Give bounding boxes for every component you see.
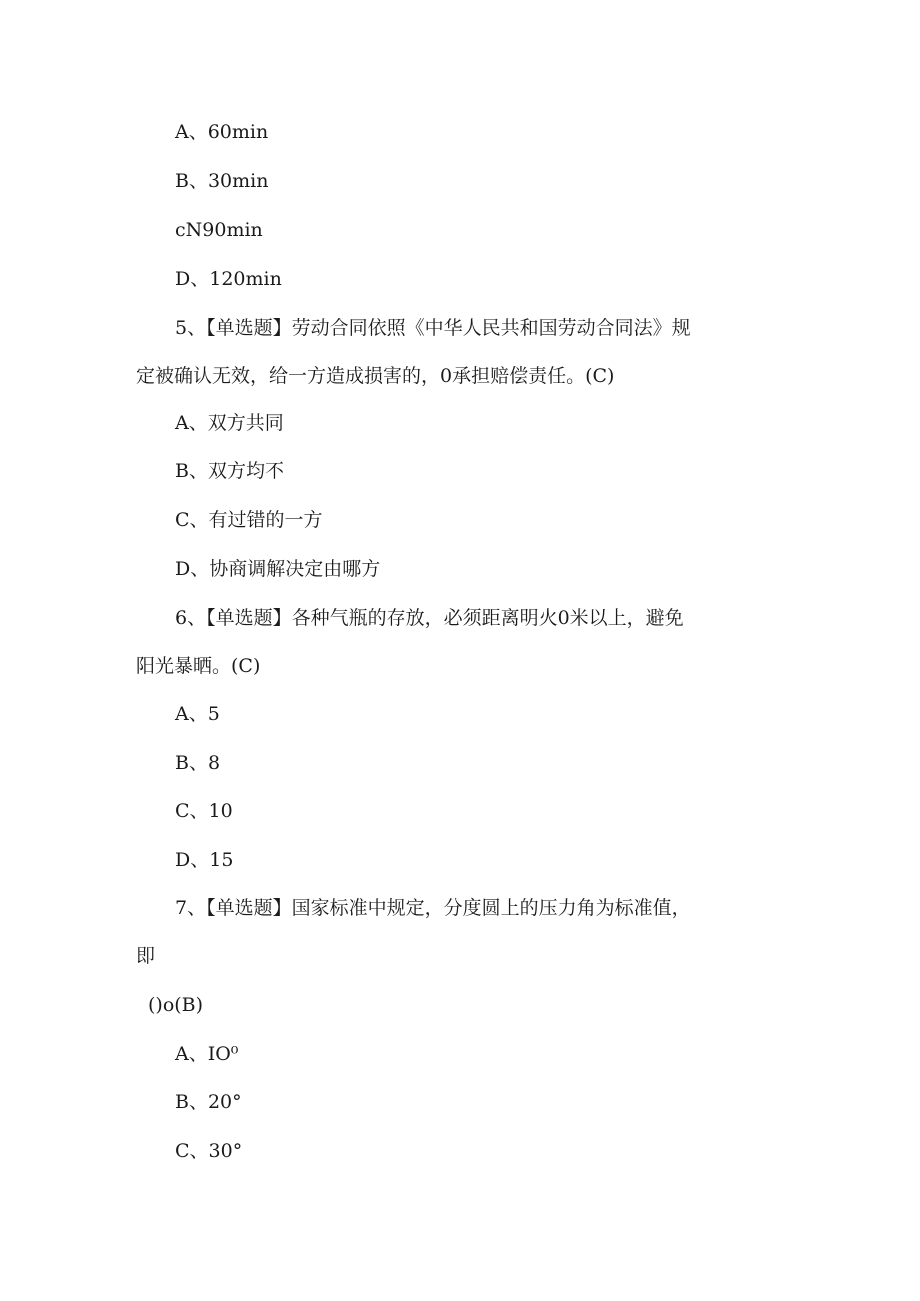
q5-option-a: A、双方共同 <box>175 412 284 434</box>
q7-option-b: B、20° <box>175 1091 242 1113</box>
q6-option-a: A、5 <box>175 703 220 725</box>
q7-stem-line1: 7、【单选题】国家标准中规定，分度圆上的压力角为标准值， <box>175 897 691 919</box>
q4-option-d: D、120min <box>175 268 282 290</box>
q7-stem-line2: 即 <box>136 945 156 967</box>
q5-option-c: C、有过错的一方 <box>175 509 323 531</box>
q6-stem-line2: 阳光暴晒。(C) <box>136 655 261 677</box>
q5-option-b: B、双方均不 <box>175 460 284 482</box>
q4-option-b: B、30min <box>175 170 269 192</box>
q4-option-a: A、60min <box>175 121 269 143</box>
q6-option-c: C、10 <box>175 800 233 822</box>
q7-option-c: C、30° <box>175 1140 243 1162</box>
q5-stem-line2: 定被确认无效，给一方造成损害的，0承担赔偿责任。(C) <box>136 365 615 387</box>
q6-option-b: B、8 <box>175 752 221 774</box>
q6-option-d: D、15 <box>175 849 234 871</box>
q6-stem-line1: 6、【单选题】各种气瓶的存放，必须距离明火0米以上，避免 <box>175 607 684 629</box>
q7-stem-line3: ()o(B) <box>148 994 204 1016</box>
q5-stem-line1: 5、【单选题】劳动合同依照《中华人民共和国劳动合同法》规 <box>175 317 691 339</box>
q7-option-a: A、IO⁰ <box>175 1043 239 1065</box>
q5-option-d: D、协商调解决定由哪方 <box>175 558 381 580</box>
q4-option-c: cN90min <box>175 219 263 241</box>
